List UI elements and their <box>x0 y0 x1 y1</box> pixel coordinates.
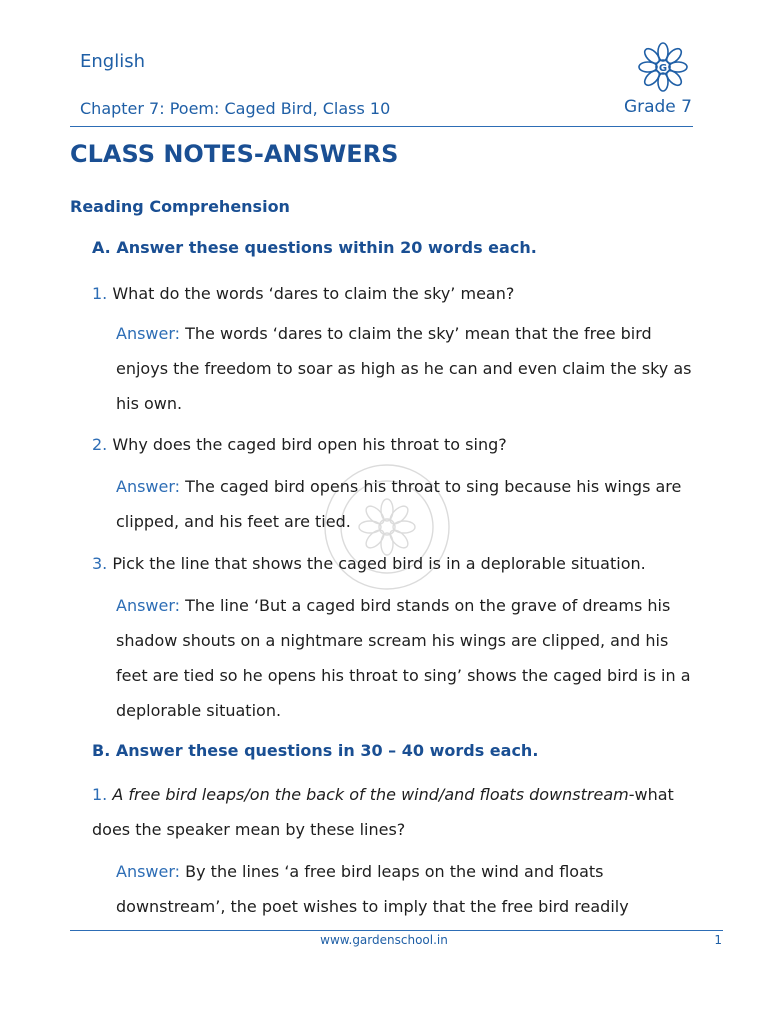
question-quote: A free bird leaps/on the back of the wind/and floats downstream <box>112 785 629 804</box>
answer-a2 <box>116 469 702 539</box>
answer-text: The caged bird opens his throat to sing because his wings are clipped, and his feet are tied. <box>116 477 682 531</box>
answer-text: The line ‘But a caged bird stands on the grave of dreams his shadow shouts on a nightmare scream his wings are clipped, and his feet are tied so he opens his throat to sing’ shows the caged bird is in a deplorable situation. <box>116 596 691 720</box>
question-text: Why does the caged bird open his throat to sing? <box>112 435 507 454</box>
answer-label: Answer: <box>116 862 181 881</box>
question-number: 1. <box>92 785 108 804</box>
question-a1 <box>92 276 702 311</box>
section-heading: Reading Comprehension <box>70 197 290 216</box>
question-text: Pick the line that shows the caged bird is in a deplorable situation. <box>112 554 646 573</box>
part-b-heading: B. Answer these questions in 30 – 40 words each. <box>92 741 539 760</box>
flower-logo-icon <box>633 38 693 96</box>
question-number: 1. <box>92 284 108 303</box>
question-number: 3. <box>92 554 108 573</box>
question-a2 <box>92 427 702 462</box>
question-number: 2. <box>92 435 108 454</box>
footer-website-link[interactable]: www.gardenschool.in <box>320 933 448 947</box>
header-divider <box>70 126 693 127</box>
page-number: 1 <box>714 933 722 947</box>
answer-b1 <box>116 854 702 924</box>
answer-label: Answer: <box>116 324 181 343</box>
answer-label: Answer: <box>116 477 181 496</box>
footer-divider <box>70 930 723 931</box>
chapter-label: Chapter 7: Poem: Caged Bird, Class 10 <box>80 99 391 118</box>
answer-text: By the lines ‘a free bird leaps on the wind and floats downstream’, the poet wishes to imply that the free bird readily <box>116 862 629 916</box>
part-a-heading: A. Answer these questions within 20 words each. <box>92 238 537 257</box>
subject-label: English <box>80 51 145 72</box>
logo-letter: G <box>658 63 668 74</box>
answer-text: The words ‘dares to claim the sky’ mean that the free bird enjoys the freedom to soar as high as he can and even claim the sky as his own. <box>116 324 692 413</box>
question-b1 <box>92 777 702 847</box>
question-text: -what does the speaker mean by these lines? <box>92 785 674 839</box>
page-title: CLASS NOTES-ANSWERS <box>70 140 399 168</box>
question-text: What do the words ‘dares to claim the sky’ mean? <box>112 284 515 303</box>
answer-label: Answer: <box>116 596 181 615</box>
grade-label: Grade 7 <box>623 97 692 117</box>
question-a3 <box>92 546 702 581</box>
answer-a1 <box>116 316 702 421</box>
answer-a3 <box>116 588 702 728</box>
